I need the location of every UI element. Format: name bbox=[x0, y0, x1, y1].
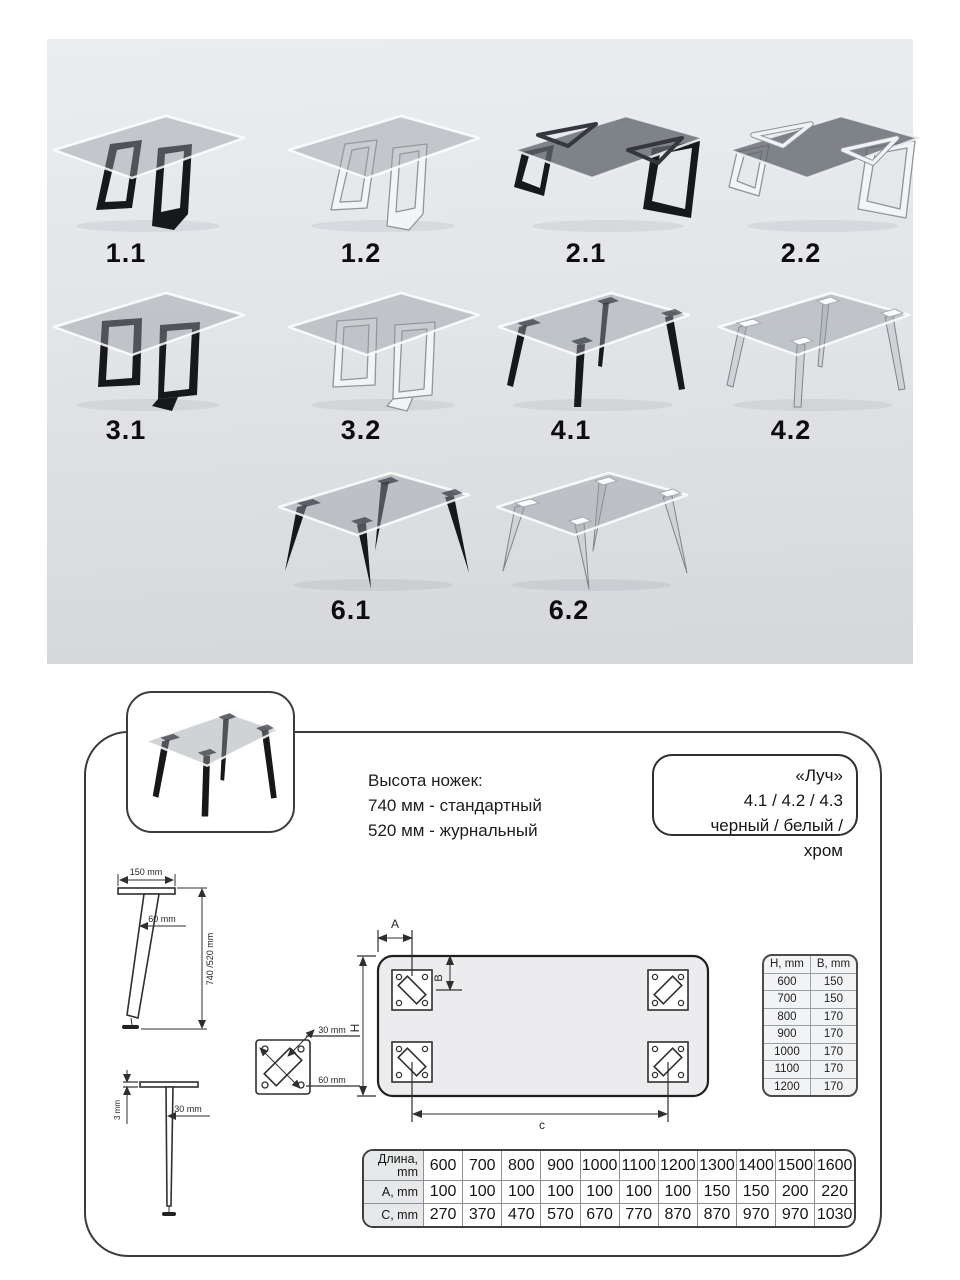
table-row bbox=[764, 991, 856, 1009]
dim-c-label: c bbox=[539, 1118, 545, 1132]
cell: 970 bbox=[737, 1204, 776, 1227]
hb-table-container bbox=[762, 954, 858, 1097]
length-header bbox=[364, 1151, 424, 1181]
cell: 870 bbox=[658, 1204, 697, 1227]
table-illustration-loop-black bbox=[48, 285, 248, 413]
cell: 150 bbox=[810, 973, 856, 991]
product-label: 4.2 bbox=[770, 415, 812, 445]
cell: 800 bbox=[764, 1008, 810, 1026]
cell: 170 bbox=[810, 1008, 856, 1026]
cell: 220 bbox=[815, 1181, 854, 1204]
hb-header-b: B, mm bbox=[810, 956, 856, 973]
product-label: 6.2 bbox=[548, 595, 590, 625]
product-2-1 bbox=[508, 108, 708, 269]
length-header-line1: Длина, bbox=[377, 1151, 418, 1166]
dim-leg-width-label: 60 mm bbox=[148, 914, 176, 924]
table-illustration-straight-black bbox=[493, 285, 693, 413]
cell: 170 bbox=[810, 1043, 856, 1061]
table-illustration-taper-chrome bbox=[491, 465, 691, 593]
table-row bbox=[764, 1043, 856, 1061]
cell: 900 bbox=[764, 1026, 810, 1044]
leg-height-coffee: 520 мм - журнальный bbox=[368, 821, 538, 840]
leg-height-standard: 740 мм - стандартный bbox=[368, 796, 542, 815]
cell: 470 bbox=[502, 1204, 541, 1227]
cell: 150 bbox=[737, 1181, 776, 1204]
table-illustration-vframe-black bbox=[508, 108, 708, 236]
product-3-2 bbox=[283, 285, 483, 446]
cell: 870 bbox=[697, 1204, 736, 1227]
dim-a-label: A bbox=[390, 917, 400, 931]
series-badge bbox=[652, 754, 858, 860]
cell: 100 bbox=[502, 1181, 541, 1204]
dim-plate-width-label: 150 mm bbox=[129, 867, 163, 877]
product-1-1 bbox=[48, 108, 248, 269]
product-label: 2.1 bbox=[565, 238, 607, 268]
product-4-1 bbox=[493, 285, 693, 446]
product-label: 3.1 bbox=[105, 415, 147, 445]
cell: 670 bbox=[580, 1204, 619, 1227]
cell: 1000 bbox=[764, 1043, 810, 1061]
straight-leg-diagram bbox=[114, 1066, 226, 1234]
product-4-2 bbox=[713, 285, 913, 446]
cell: 170 bbox=[810, 1026, 856, 1044]
cell: 1030 bbox=[815, 1204, 854, 1227]
table-row bbox=[764, 1008, 856, 1026]
table-row bbox=[764, 1078, 856, 1095]
cell: 170 bbox=[810, 1061, 856, 1079]
cell: 1200 bbox=[764, 1078, 810, 1095]
table-illustration-straight-chrome bbox=[713, 285, 913, 413]
cell: 1600 bbox=[815, 1151, 854, 1181]
product-6-2 bbox=[491, 465, 691, 626]
c-row-header: C, mm bbox=[364, 1204, 424, 1227]
table-illustration-vframe-white bbox=[723, 108, 923, 236]
cell: 1100 bbox=[619, 1151, 658, 1181]
table-row bbox=[764, 1026, 856, 1044]
product-label: 2.2 bbox=[780, 238, 822, 268]
table-illustration-loop-chrome bbox=[283, 285, 483, 413]
cell: 200 bbox=[776, 1181, 815, 1204]
cell: 370 bbox=[463, 1204, 502, 1227]
product-label: 1.1 bbox=[105, 238, 147, 268]
cell: 1100 bbox=[764, 1061, 810, 1079]
dim-h-label: H bbox=[348, 1023, 362, 1033]
corner-plate-top-right bbox=[648, 970, 688, 1010]
cell: 150 bbox=[697, 1181, 736, 1204]
table-thumbnail-illustration bbox=[135, 700, 287, 824]
table-row bbox=[764, 956, 856, 973]
cell: 600 bbox=[424, 1151, 463, 1181]
dimensions-table bbox=[364, 1151, 854, 1226]
table-illustration-taper-black bbox=[273, 465, 473, 593]
cell: 800 bbox=[502, 1151, 541, 1181]
dimensions-table-container bbox=[362, 1149, 856, 1228]
series-colors: черный / белый / хром bbox=[710, 816, 843, 860]
mounting-plate-diagram bbox=[240, 1022, 366, 1114]
cell: 170 bbox=[810, 1078, 856, 1095]
product-label: 3.2 bbox=[340, 415, 382, 445]
cell: 100 bbox=[658, 1181, 697, 1204]
length-header-line2: mm bbox=[397, 1164, 418, 1179]
cell: 1400 bbox=[737, 1151, 776, 1181]
cell: 770 bbox=[619, 1204, 658, 1227]
cell: 100 bbox=[463, 1181, 502, 1204]
product-3-1 bbox=[48, 285, 248, 446]
product-thumbnail bbox=[126, 691, 295, 833]
dim-leg-height-label: 740 /520 mm bbox=[205, 932, 215, 986]
cell: 100 bbox=[580, 1181, 619, 1204]
cell: 1200 bbox=[658, 1151, 697, 1181]
cell: 700 bbox=[463, 1151, 502, 1181]
cell: 270 bbox=[424, 1204, 463, 1227]
dim-plate-30-label: 30 mm bbox=[318, 1025, 346, 1035]
tabletop-plan-diagram bbox=[348, 916, 752, 1134]
cell: 150 bbox=[810, 991, 856, 1009]
cell: 570 bbox=[541, 1204, 580, 1227]
table-row bbox=[364, 1151, 854, 1181]
series-models: 4.1 / 4.2 / 4.3 bbox=[743, 791, 843, 810]
cell: 900 bbox=[541, 1151, 580, 1181]
dim-b-label: B bbox=[433, 974, 445, 982]
cell: 970 bbox=[776, 1204, 815, 1227]
leg-height-title: Высота ножек: bbox=[368, 771, 483, 790]
hb-header-h: H, mm bbox=[770, 958, 804, 971]
leg-side-view-diagram bbox=[98, 864, 226, 1062]
dim-plate-thickness-label: 3 mm bbox=[113, 1100, 122, 1120]
dim-plate-60-label: 60 mm bbox=[318, 1075, 346, 1085]
product-label: 1.2 bbox=[340, 238, 382, 268]
table-row bbox=[764, 1061, 856, 1079]
table-row bbox=[364, 1204, 854, 1227]
cell: 100 bbox=[541, 1181, 580, 1204]
dim-leg-30-label: 30 mm bbox=[174, 1104, 202, 1114]
table-illustration-frame-black bbox=[48, 108, 248, 236]
cell: 1500 bbox=[776, 1151, 815, 1181]
product-label: 6.1 bbox=[330, 595, 372, 625]
leg-height-info bbox=[368, 768, 542, 843]
hb-table bbox=[764, 956, 856, 1095]
cell: 600 bbox=[764, 973, 810, 991]
cell: 1300 bbox=[697, 1151, 736, 1181]
cell: 1000 bbox=[580, 1151, 619, 1181]
cell: 100 bbox=[424, 1181, 463, 1204]
series-name: «Луч» bbox=[795, 766, 843, 785]
product-6-1 bbox=[273, 465, 473, 626]
product-2-2 bbox=[723, 108, 923, 269]
cell: 700 bbox=[764, 991, 810, 1009]
table-illustration-frame-chrome bbox=[283, 108, 483, 236]
table-row bbox=[364, 1181, 854, 1204]
product-label: 4.1 bbox=[550, 415, 592, 445]
a-row-header: A, mm bbox=[364, 1181, 424, 1204]
product-1-2 bbox=[283, 108, 483, 269]
table-row bbox=[764, 973, 856, 991]
cell: 100 bbox=[619, 1181, 658, 1204]
